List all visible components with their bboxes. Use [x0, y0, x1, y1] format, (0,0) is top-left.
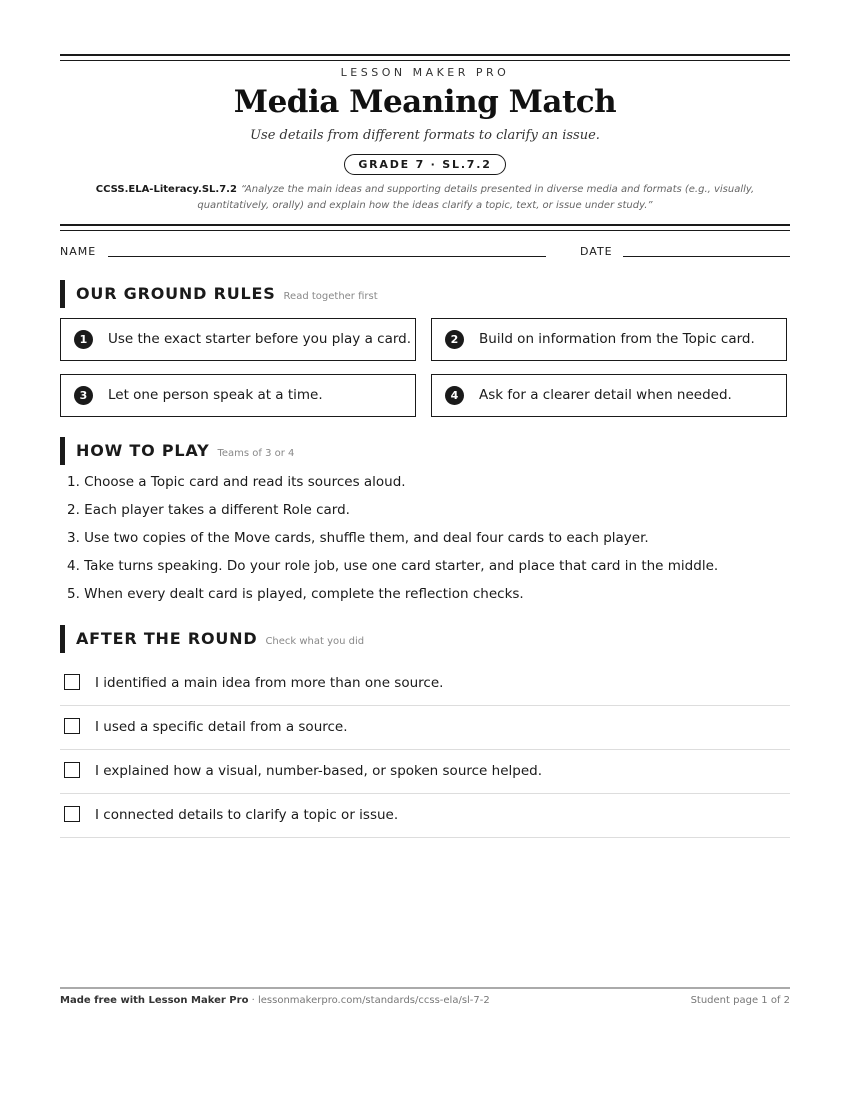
standard-description [60, 182, 790, 214]
checklist-item [60, 794, 790, 838]
steps-list [67, 472, 787, 612]
checkbox[interactable] [64, 762, 80, 778]
rule-number-badge: 3 [74, 386, 93, 405]
grade-badge: GRADE 7 · SL.7.2 [344, 154, 505, 175]
rule-text: Ask for a clearer detail when needed. [479, 387, 732, 403]
checkbox[interactable] [64, 674, 80, 690]
after-round-note: Check what you did [265, 636, 365, 647]
checklist-text: I connected details to clarify a topic or issue. [95, 807, 399, 823]
date-field[interactable] [623, 256, 790, 257]
section-marker [60, 625, 65, 653]
page-subtitle: Use details from different formats to clarify an issue. [250, 128, 600, 143]
date-label: DATE [580, 245, 613, 258]
footer [60, 995, 790, 1006]
step-item: 3. Use two copies of the Move cards, shuffle them, and deal four cards to each player. [67, 530, 649, 546]
footer-page-number: Student page 1 of 2 [690, 995, 790, 1006]
rule-card [60, 374, 416, 417]
name-date-row [60, 245, 790, 259]
checklist-text: I identified a main idea from more than one source. [95, 675, 444, 691]
name-label: NAME [60, 245, 97, 258]
section-marker [60, 280, 65, 308]
step-item: 4. Take turns speaking. Do your role job, use one card starter, and place that card in the middle. [67, 558, 719, 574]
rule-text: Build on information from the Topic card. [479, 331, 755, 347]
footer-made-with: Made free with Lesson Maker Pro [60, 995, 249, 1006]
standard-quote: “Analyze the main ideas and supporting details presented in diverse media and formats (e.g., visually, quantitatively, orally) and explain how the ideas clarify a topic, text, or issue under study.” [197, 184, 755, 211]
rule-number-badge: 2 [445, 330, 464, 349]
checklist-text: I explained how a visual, number-based, or spoken source helped. [95, 763, 542, 779]
standard-code: CCSS.ELA-Literacy.SL.7.2 [95, 184, 237, 195]
how-to-play-heading: HOW TO PLAY [76, 441, 210, 460]
ground-rules-note: Read together first [283, 291, 378, 302]
rule-number-badge: 4 [445, 386, 464, 405]
section-heading [76, 629, 364, 648]
rule-text: Use the exact starter before you play a card. [108, 331, 412, 347]
rule-card [60, 318, 416, 361]
section-how-to-play [60, 437, 790, 465]
section-heading [76, 441, 294, 460]
grade-badge-wrap [60, 153, 790, 175]
rule-number-badge: 1 [74, 330, 93, 349]
brand-name: LESSON MAKER PRO [340, 66, 510, 79]
reflection-checklist [60, 662, 790, 838]
section-heading [76, 284, 378, 303]
checkbox[interactable] [64, 806, 80, 822]
section-ground-rules [60, 280, 790, 308]
footer-url: · lessonmakerpro.com/standards/ccss-ela/sl-7-2 [248, 995, 490, 1006]
worksheet-page [60, 0, 790, 1100]
checklist-item [60, 750, 790, 794]
checklist-text: I used a specific detail from a source. [95, 719, 348, 735]
page-title: Media Meaning Match [233, 84, 617, 120]
name-field[interactable] [108, 256, 546, 257]
top-double-rule [60, 54, 790, 61]
step-item: 1. Choose a Topic card and read its sources aloud. [67, 474, 406, 490]
how-to-play-note: Teams of 3 or 4 [217, 448, 295, 459]
checkbox[interactable] [64, 718, 80, 734]
step-item: 2. Each player takes a different Role card. [67, 502, 350, 518]
header-bottom-rule [60, 224, 790, 231]
checklist-item [60, 706, 790, 750]
rule-text: Let one person speak at a time. [108, 387, 323, 403]
section-after-round [60, 625, 790, 653]
section-marker [60, 437, 65, 465]
after-round-heading: AFTER THE ROUND [76, 629, 258, 648]
rule-card [431, 374, 787, 417]
footer-rule [60, 987, 790, 989]
ground-rules-heading: OUR GROUND RULES [76, 284, 276, 303]
checklist-item [60, 662, 790, 706]
step-item: 5. When every dealt card is played, complete the reflection checks. [67, 586, 524, 602]
rule-card [431, 318, 787, 361]
